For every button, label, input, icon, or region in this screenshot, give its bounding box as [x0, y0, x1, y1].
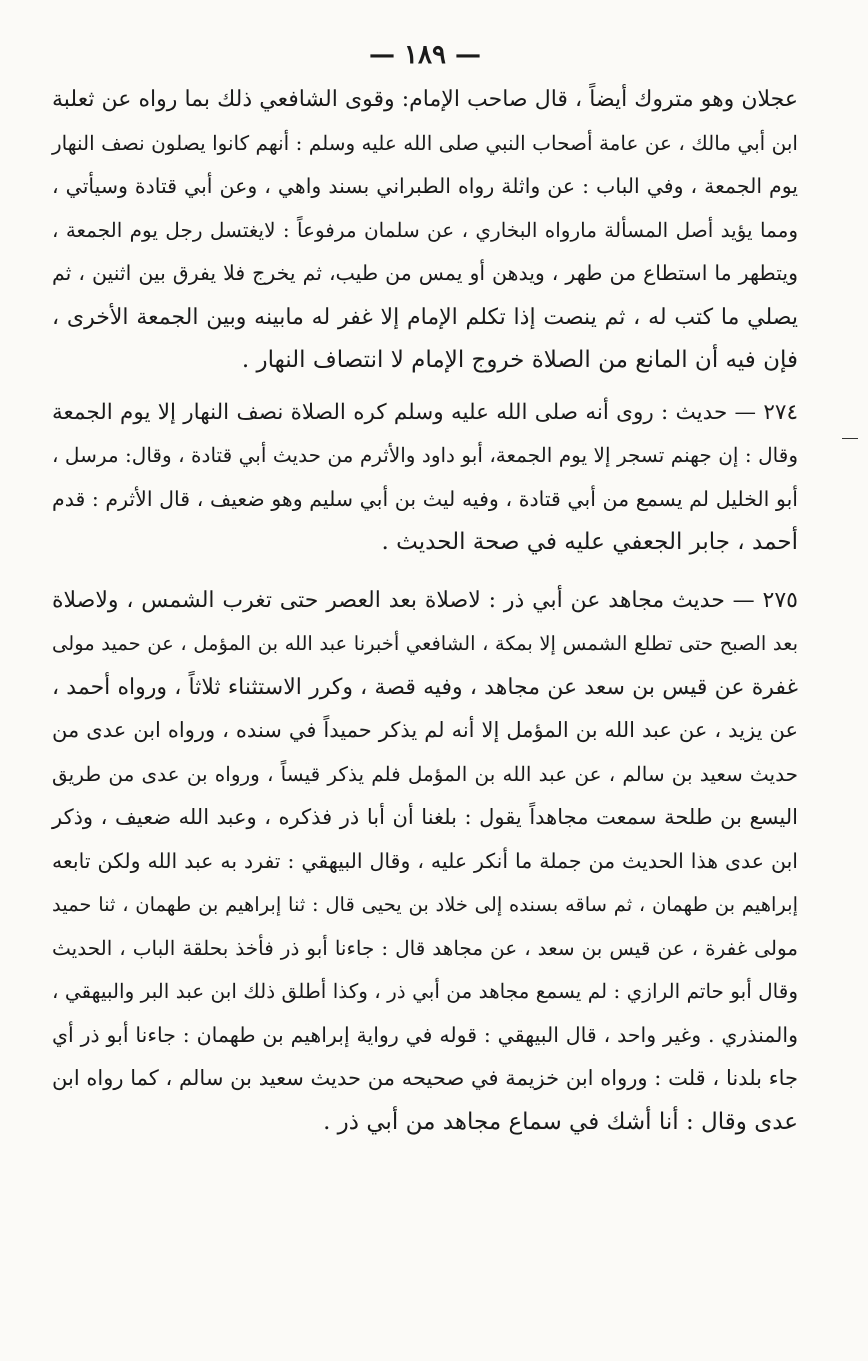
text-line: غفرة عن قيس بن سعد عن مجاهد ، وفيه قصة ، وكرر الاستثناء ثلاثاً ، ورواه أحمد ،	[52, 674, 798, 700]
text-line: وقال : إن جهنم تسجر إلا يوم الجمعة، أبو داود والأثرم من حديث أبي قتادة ، وقال: مرسل ،	[52, 443, 798, 467]
text-line: حديث سعيد بن سالم ، عن عبد الله بن المؤمل فلم يذكر قيساً ، ورواه بن عدى من طريق	[52, 761, 798, 786]
text-line: يصلي ما كتب له ، ثم ينصت إذا تكلم الإمام إلا غفر له مابينه وبين الجمعة الأخرى ،	[52, 304, 798, 330]
text-line: جاء بلدنا ، قلت : ورواه ابن خزيمة في صحيحه من حديث سعيد بن سالم ، كما رواه ابن	[52, 1066, 798, 1090]
hadith-274-heading: ٢٧٤ — حديث : روى أنه صلى الله عليه وسلم كره الصلاة نصف النهار إلا يوم الجمعة	[52, 399, 798, 425]
text-line: والمنذري . وغير واحد ، قال البيهقي : قوله في رواية إبراهيم بن طهمان : جاءنا أبو ذر أي	[52, 1022, 798, 1047]
text-line: مولى غفرة ، عن قيس بن سعد ، عن مجاهد قال : جاءنا أبو ذر فأخذ بحلقة الباب ، الحديث	[52, 935, 798, 960]
text-line: ابن أبي مالك ، عن عامة أصحاب النبي صلى الله عليه وسلم : أنهم كانوا يصلون نصف النهار	[52, 130, 798, 155]
margin-mark	[842, 438, 858, 439]
text-line: عدى وقال : أنا أشك في سماع مجاهد من أبي ذر .	[323, 1108, 798, 1135]
text-line: ابن عدى هذا الحديث من جملة ما أنكر عليه ، وقال البيهقي : تفرد به عبد الله ولكن تابعه	[52, 848, 798, 873]
text-line: ويتطهر ما استطاع من طهر ، ويدهن أو يمس من طيب، ثم يخرج فلا يفرق بين اثنين ، ثم	[52, 261, 798, 285]
text-line: وقال أبو حاتم الرازي : لم يسمع مجاهد من أبي ذر ، وكذا أطلق ذلك ابن عبد البر والبيهقي ،	[52, 979, 798, 1003]
text-block	[52, 78, 798, 1144]
hadith-275-heading: ٢٧٥ — حديث مجاهد عن أبي ذر : لاصلاة بعد العصر حتى تغرب الشمس ، ولاصلاة	[52, 587, 798, 613]
text-line: اليسع بن طلحة سمعت مجاهداً يقول : بلغنا أن أبا ذر فذكره ، وعبد الله ضعيف ، وذكر	[52, 805, 798, 829]
page-number: — ١٨٩ —	[368, 40, 482, 70]
text-line: ومما يؤيد أصل المسألة مارواه البخاري ، عن سلمان مرفوعاً : لايغتسل رجل يوم الجمعة ،	[52, 217, 798, 242]
text-line: أحمد ، جابر الجعفي عليه في صحة الحديث .	[381, 529, 798, 555]
text-line: بعد الصبح حتى تطلع الشمس إلا بمكة ، الشافعي أخبرنا عبد الله بن المؤمل ، عن حميد مولى	[52, 632, 798, 655]
text-line: إبراهيم بن طهمان ، ثم ساقه بسنده إلى خلاد بن يحيى قال : ثنا إبراهيم بن طهمان ، ثنا حميد	[52, 893, 798, 916]
text-line: يوم الجمعة ، وفي الباب : عن واثلة رواه الطبراني بسند واهي ، وعن أبي قتادة وسيأتي ،	[52, 174, 798, 198]
text-line: أبو الخليل لم يسمع من أبي قتادة ، وفيه ليث بن أبي سليم وهو ضعيف ، قال الأثرم : قدم	[52, 486, 798, 511]
text-line: فإن فيه أن المانع من الصلاة خروج الإمام لا انتصاف النهار .	[241, 347, 798, 373]
text-line: عن يزيد ، عن عبد الله بن المؤمل إلا أنه لم يذكر حميداً في سنده ، ورواه ابن عدى من	[52, 718, 798, 742]
text-line: عجلان وهو متروك أيضاً ، قال صاحب الإمام: وقوى الشافعي ذلك بما رواه عن ثعلبة	[52, 87, 798, 112]
